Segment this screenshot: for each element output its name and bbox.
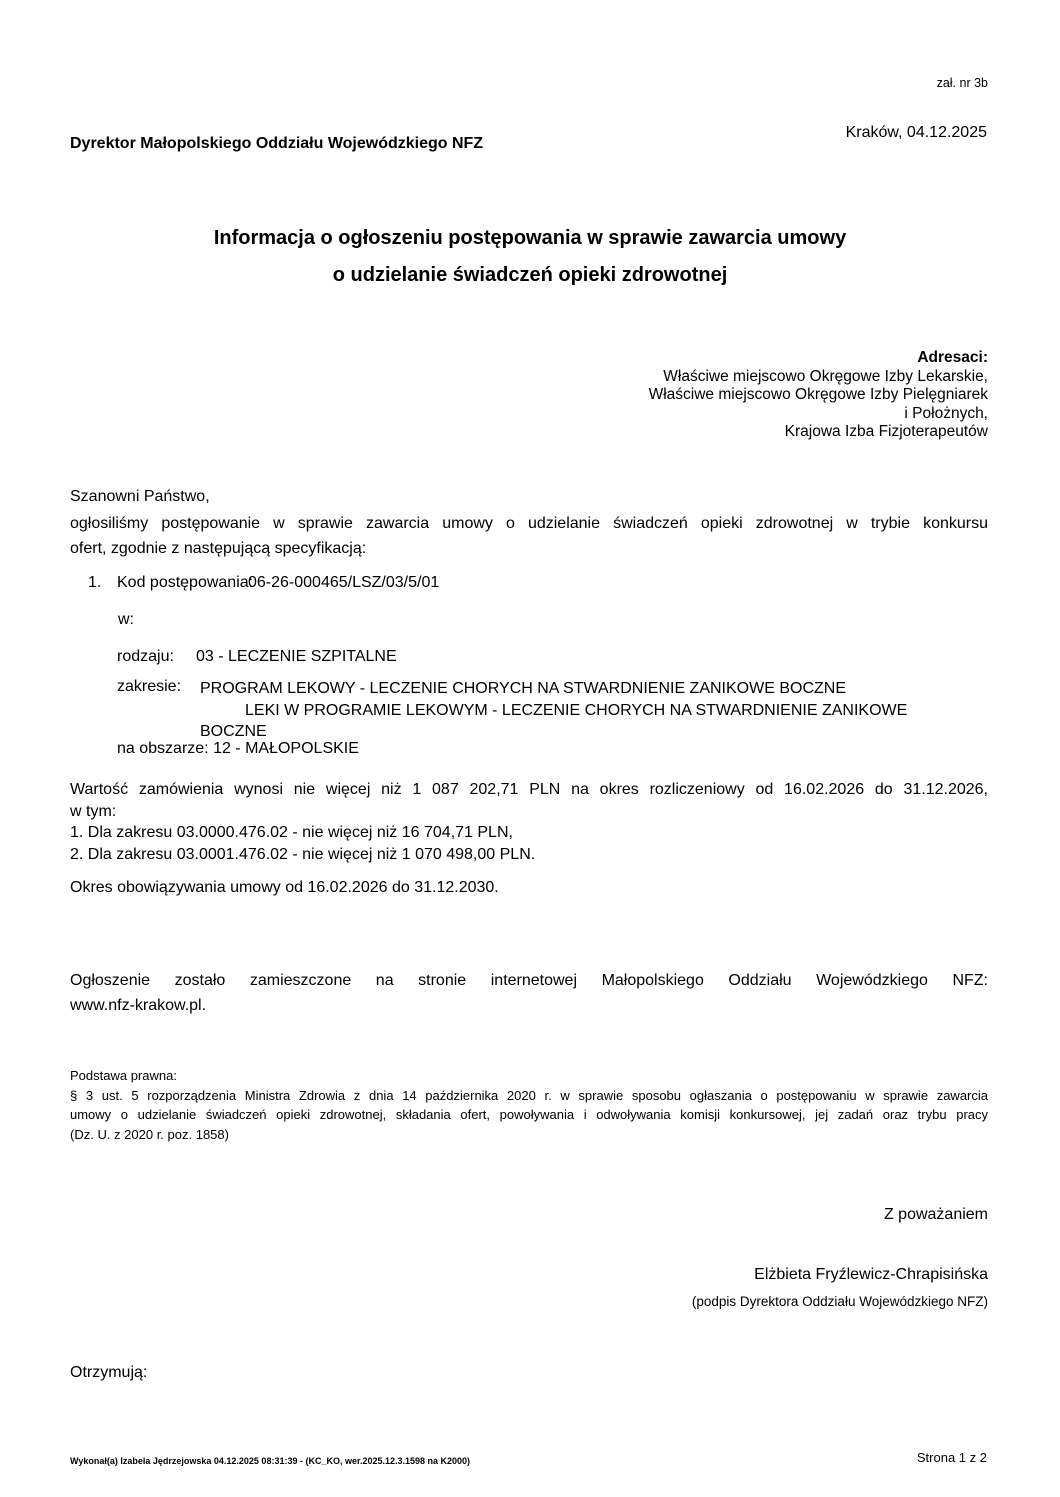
greeting: Szanowni Państwo, <box>70 488 210 505</box>
place-date: Kraków, 04.12.2025 <box>845 124 987 141</box>
area-label: na obszarze: <box>117 740 209 757</box>
intro-line2: ofert, zgodnie z następującą specyfikacją: <box>70 539 367 557</box>
item-number: 1. <box>88 574 102 591</box>
addressee-line: i Położnych, <box>904 404 988 422</box>
area-line <box>117 740 359 758</box>
addressees-block <box>649 349 988 442</box>
addressees-label: Adresaci: <box>917 349 988 366</box>
legal-basis-line: (Dz. U. z 2020 r. poz. 1858) <box>70 1127 229 1143</box>
order-value-block <box>70 779 988 866</box>
legal-basis-line: umowy o udzielanie świadczeń opieki zdrowotnej, składania ofert, powoływania i odwoływania komisji konkursowej, jej zadań oraz trybu pracy <box>70 1107 988 1123</box>
document-title <box>0 220 1060 294</box>
order-value-line2: w tym: <box>70 802 117 820</box>
order-value-item: 1. Dla zakresu 03.0000.476.02 - nie więcej niż 16 704,71 PLN, <box>70 824 513 842</box>
addressee-line: Właściwe miejscowo Okręgowe Izby Lekarskie, <box>663 367 988 385</box>
sender-title: Dyrektor Małopolskiego Oddziału Wojewódzkiego NFZ <box>70 135 484 152</box>
addressee-line: Krajowa Izba Fizjoterapeutów <box>784 423 988 440</box>
intro-line1: ogłosiliśmy postępowanie w sprawie zawarcia umowy o udzielanie świadczeń opieki zdrowotnej w trybie konkursu <box>70 515 988 532</box>
scope-line3: BOCZNE <box>200 723 267 740</box>
scope-value <box>200 678 940 743</box>
signatory-name: Elżbieta Fryźlewicz-Chrapisińska <box>754 1266 988 1283</box>
contract-period: Okres obowiązywania umowy od 16.02.2026 do 31.12.2030. <box>70 879 499 896</box>
document-title-line2: o udzielanie świadczeń opieki zdrowotnej <box>332 264 728 286</box>
signature-caption: (podpis Dyrektora Oddziału Wojewódzkiego NFZ) <box>691 1294 988 1309</box>
legal-basis-line: § 3 ust. 5 rozporządzenia Ministra Zdrowia z dnia 14 października 2020 r. w sprawie sposobu ogłaszania o postępowaniu w sprawie zawarcia <box>70 1087 988 1103</box>
order-value-item: 2. Dla zakresu 03.0001.476.02 - nie więcej niż 1 070 498,00 PLN. <box>70 846 536 864</box>
document-title-line1: Informacja o ogłoszeniu postępowania w sprawie zawarcia umowy <box>213 227 847 249</box>
attachment-ref: zał. nr 3b <box>936 76 988 90</box>
type-value: 03 - LECZENIE SZPITALNE <box>196 648 397 665</box>
code-label: Kod postępowania: <box>117 574 254 591</box>
intro-paragraph <box>70 512 988 561</box>
footer-generated-by: Wykonał(a) Izabela Jędrzejowska 04.12.2025 08:31:39 - (KC_KO, wer.2025.12.3.1598 na K2000) <box>70 1456 471 1466</box>
scope-label: zakresie: <box>117 678 182 695</box>
type-label: rodzaju: <box>117 648 174 665</box>
scope-line2: LEKI W PROGRAMIE LEKOWYM - LECZENIE CHORYCH NA STWARDNIENIE ZANIKOWE <box>245 701 908 719</box>
distribution-label: Otrzymują: <box>70 1364 148 1381</box>
scope-line1: PROGRAM LEKOWY - LECZENIE CHORYCH NA STWARDNIENIE ZANIKOWE BOCZNE <box>200 680 847 697</box>
closing-phrase: Z poważaniem <box>883 1206 988 1223</box>
order-value-line1: Wartość zamówienia wynosi nie więcej niż 1 087 202,71 PLN na okres rozliczeniowy od 16.02.2026 do 31.12.2026, <box>70 781 988 798</box>
page-number: Strona 1 z 2 <box>916 1450 987 1465</box>
addressee-line: Właściwe miejscowo Okręgowe Izby Pielęgniarek <box>648 386 988 403</box>
publication-note <box>70 969 988 1018</box>
in-label: w: <box>118 611 134 628</box>
area-value: 12 - MAŁOPOLSKIE <box>213 740 359 757</box>
publication-line1: Ogłoszenie zostało zamieszczone na stronie internetowej Małopolskiego Oddziału Wojewódzkiego NFZ: <box>70 972 988 989</box>
legal-basis-block <box>70 1066 988 1145</box>
legal-basis-label: Podstawa prawna: <box>70 1068 177 1083</box>
code-value: 06-26-000465/LSZ/03/5/01 <box>248 574 440 591</box>
publication-url: www.nfz-krakow.pl. <box>70 996 207 1014</box>
